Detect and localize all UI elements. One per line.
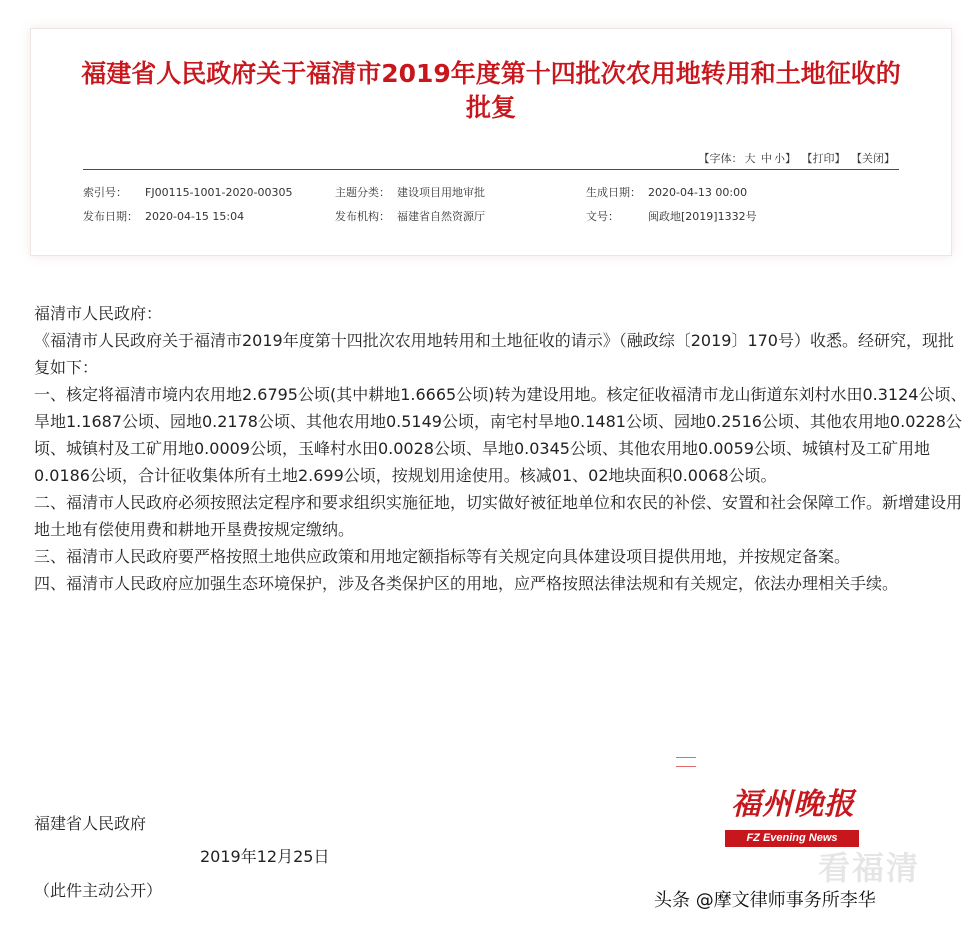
- close-button[interactable]: 【关闭】: [851, 152, 895, 165]
- font-small-button[interactable]: 小】: [774, 152, 796, 165]
- index-number-label: 索引号：: [83, 186, 127, 199]
- approval-item-4: 四、福清市人民政府应加强生态环境保护，涉及各类保护区的用地，应严格按照法律法规和有关规定，依法办理相关手续。: [34, 574, 899, 593]
- font-large-button[interactable]: 大: [744, 152, 756, 165]
- approval-item-3: 三、福清市人民政府要严格按照土地供应政策和用地定额指标等有关规定向具体建设项目提供用地，并按规定备案。: [34, 547, 851, 566]
- topic-category-label: 主题分类：: [335, 186, 390, 199]
- published-date: [83, 208, 244, 224]
- approval-item-2: 二、福清市人民政府必须按照法定程序和要求组织实施征地，切实做好被征地单位和农民的补偿、安置和社会保障工作。新增建设用地土地有偿使用费和耕地开垦费按规定缴纳。: [34, 493, 963, 539]
- fz-evening-news-logo: [723, 787, 863, 851]
- document-number-label: 文号：: [586, 210, 619, 223]
- signer-name: 福建省人民政府: [34, 814, 147, 833]
- issuing-org: [335, 208, 485, 224]
- red-mark-icon: [676, 757, 696, 767]
- created-date-label: 生成日期：: [586, 186, 641, 199]
- published-date-label: 发布日期：: [83, 210, 138, 223]
- created-date-value: 2020-04-13 00:00: [648, 186, 748, 199]
- header-divider: [83, 169, 899, 170]
- addressee: 福清市人民政府：: [34, 304, 163, 323]
- document-number-value: 闽政地[2019]1332号: [648, 210, 757, 223]
- body-paragraph: 《福清市人民政府关于福清市2019年度第十四批次农用地转用和土地征收的请示》（融政综〔2019〕170号）收悉。经研究，现批复如下：: [34, 331, 954, 377]
- logo-chinese-text: 福州晚报: [731, 787, 855, 822]
- document-body: [34, 300, 968, 597]
- document-header-card: [30, 28, 952, 256]
- watermark-text: 看福清: [818, 849, 921, 887]
- print-button[interactable]: 【打印】: [801, 152, 846, 165]
- created-date: [586, 184, 747, 200]
- attribution-watermark: 头条 @摩文律师事务所李华: [654, 890, 876, 911]
- document-title: 福建省人民政府关于福清市2019年度第十四批次农用地转用和土地征收的批复: [81, 59, 901, 122]
- issuing-org-label: 发布机构：: [335, 210, 390, 223]
- issuing-org-value: 福建省自然资源厅: [397, 210, 485, 223]
- public-disclosure-note: （此件主动公开）: [34, 881, 163, 900]
- font-medium-button[interactable]: 中: [761, 152, 772, 165]
- document-number: [586, 208, 757, 224]
- index-number-value: FJ00115-1001-2020-00305: [145, 186, 293, 199]
- signature-date: 2019年12月25日: [200, 847, 330, 866]
- topic-category: [335, 184, 485, 200]
- index-number: [83, 184, 292, 200]
- topic-category-value: 建设项目用地审批: [397, 186, 485, 199]
- page-toolbar: [697, 150, 896, 166]
- approval-item-1: 一、核定将福清市境内农用地2.6795公顷(其中耕地1.6665公顷)转为建设用地。核定征收福清市龙山街道东刘村水田0.3124公顷、旱地1.1687公顷、园地0.2178公顷、其他农用地0.5149公顷，南宅村旱地0.1481公顷、园地0.2516公顷、其他农用地0.0228公顷、城镇村及工矿用地0.0009公顷，玉峰村水田0.0028公顷、旱地0.0345公顷、其他农用地0.0059公顷、城镇村及工矿用地0.0186公顷，合计征收集体所有土地2.699公顷，按规划用途使用。核减01、02地块面积0.0068公顷。: [34, 385, 967, 485]
- published-date-value: 2020-04-15 15:04: [145, 210, 245, 223]
- font-size-label: 【字体：: [698, 152, 743, 165]
- logo-english-text: FZ Evening News: [725, 830, 859, 847]
